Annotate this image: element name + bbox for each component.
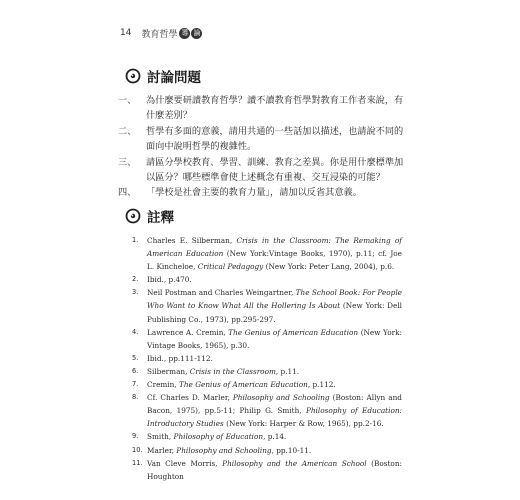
note-text-run: (New York:Vintage Books, 1970), p.11; cf. Joe L. Kincheloe, — [147, 249, 402, 272]
note-item — [132, 326, 402, 352]
note-item — [132, 430, 402, 443]
note-item — [132, 273, 402, 286]
note-text-run: (New York: Dell Publishing Co., 1973), pp.295-297. — [147, 301, 402, 324]
swirl-icon — [125, 68, 141, 84]
discussion-item — [118, 93, 408, 124]
note-item — [132, 378, 402, 391]
note-text-run: (New York: Vintage Books, 1965), p.30. — [147, 327, 402, 350]
note-text-run: Ibid., pp.111-112. — [147, 353, 213, 363]
note-text-run: (Boston: Allyn and Bacon, 1975), pp.5-11; Philip G. Smith, — [147, 393, 402, 416]
note-text-run: Neil Postman and Charles Weingartner, — [147, 288, 296, 298]
note-number: 7. — [132, 380, 139, 389]
discussion-item-number: 一、 — [118, 95, 137, 106]
note-number: 10. — [132, 445, 143, 454]
note-text — [147, 378, 402, 391]
note-item — [132, 352, 402, 365]
note-text — [147, 352, 402, 365]
book-title-badge: 導 — [181, 28, 189, 37]
note-title-italic: Philosophy of Education — [173, 432, 264, 442]
discussion-item — [118, 185, 408, 200]
swirl-icon — [125, 208, 141, 224]
note-number: 11. — [132, 458, 143, 467]
note-number: 6. — [132, 366, 139, 375]
notes-title: 註釋 — [147, 210, 174, 226]
note-title-italic: Critical Pedagogy — [197, 262, 264, 272]
book-title-badge: 論 — [193, 28, 201, 37]
note-text-run: (Boston: Houghton — [147, 458, 402, 481]
note-number: 1. — [132, 236, 139, 244]
discussion-item-number: 二、 — [118, 125, 137, 137]
discussion-item-text: 哲學有多面的意義，請用共通的一些話加以描述，也請說不同的面向中說明哲學的複雜性。 — [146, 125, 404, 153]
book-title-text: 教育哲學 — [141, 29, 178, 40]
note-text — [147, 234, 402, 273]
note-title-italic: Crisis in the Classroom: The Remaking of American Education — [147, 236, 402, 259]
note-text — [147, 365, 402, 378]
note-number: 4. — [132, 327, 139, 336]
note-text-run: Silberman, — [147, 366, 190, 376]
notes-section-heading — [125, 206, 174, 226]
note-number: 9. — [132, 432, 139, 441]
note-text — [147, 273, 402, 286]
discussion-item — [118, 124, 408, 155]
note-title-italic: Philosophy and the American School — [222, 458, 367, 468]
note-text — [147, 326, 402, 352]
note-text-run: Marler, — [147, 445, 177, 455]
discussion-title: 討論問題 — [147, 70, 201, 86]
note-text-run: Ibid., p.470. — [147, 275, 192, 285]
discussion-item-text: 請區分學校教育、學習、訓練、教育之差異。你是用什麼標準加以區分？哪些標準會使上述概念有重複、交互浸染的可能？ — [146, 156, 404, 184]
note-text-run: , p.14. — [263, 432, 287, 442]
note-text-run: Lawrence A. Cremin, — [147, 327, 229, 337]
note-text — [147, 430, 402, 443]
note-title-italic: Crisis in the Classroom — [189, 366, 276, 376]
note-item — [132, 234, 402, 273]
note-item — [132, 391, 402, 430]
note-number: 2. — [132, 275, 139, 284]
note-number: 3. — [132, 288, 139, 297]
note-text-run: Smith, — [147, 432, 174, 442]
note-text — [147, 391, 402, 430]
note-number: 5. — [132, 353, 139, 362]
note-title-italic: Philosophy and Schooling — [176, 445, 272, 455]
note-text — [147, 286, 402, 325]
discussion-item-number: 三、 — [118, 156, 137, 168]
note-number: 8. — [132, 393, 139, 402]
book-title — [141, 27, 202, 40]
running-header — [120, 26, 202, 40]
notes-list — [132, 234, 402, 483]
discussion-list — [118, 93, 408, 201]
note-title-italic: The School Book: For People Who Want to Know What All the Hollering Is About — [147, 288, 402, 311]
discussion-section-heading — [125, 66, 201, 86]
note-item — [132, 286, 402, 325]
note-text-run: Van Cleve Morris, — [147, 458, 223, 468]
discussion-item — [118, 155, 408, 186]
note-text — [147, 457, 402, 483]
note-item — [132, 444, 402, 457]
note-item — [132, 365, 402, 378]
note-text-run: Cremin, — [147, 380, 179, 390]
note-text-run: Charles E. Silberman, — [147, 236, 237, 245]
note-text-run: (New York: Peter Lang, 2004), p.6. — [263, 262, 395, 272]
note-title-italic: Philosophy and Schooling — [232, 393, 330, 403]
note-title-italic: Philosophy of Education: Introductory Studies — [147, 406, 403, 429]
note-text-run: , pp.10-11. — [271, 445, 312, 455]
note-title-italic: The Genius of American Education — [178, 380, 308, 390]
discussion-item-number: 四、 — [118, 187, 137, 199]
note-text — [147, 444, 402, 457]
note-item — [132, 457, 402, 483]
note-text-run: , p.11. — [275, 366, 300, 376]
discussion-item-text: 「學校是社會主要的教育力量」，請加以反省其意義。 — [146, 187, 362, 199]
book-title-badges — [179, 28, 202, 39]
discussion-item-text: 為什麼要研讀教育哲學？讀不讀教育哲學對教育工作者來說，有什麼差別？ — [146, 95, 404, 122]
page-number: 14 — [120, 28, 132, 38]
note-title-italic: The Genius of American Education — [228, 327, 359, 337]
note-text-run: (New York: Harper & Row, 1965), pp.2-16. — [223, 419, 384, 429]
note-text-run: , p.112. — [307, 380, 336, 390]
note-text-run: Cf. Charles D. Marler, — [147, 393, 233, 403]
